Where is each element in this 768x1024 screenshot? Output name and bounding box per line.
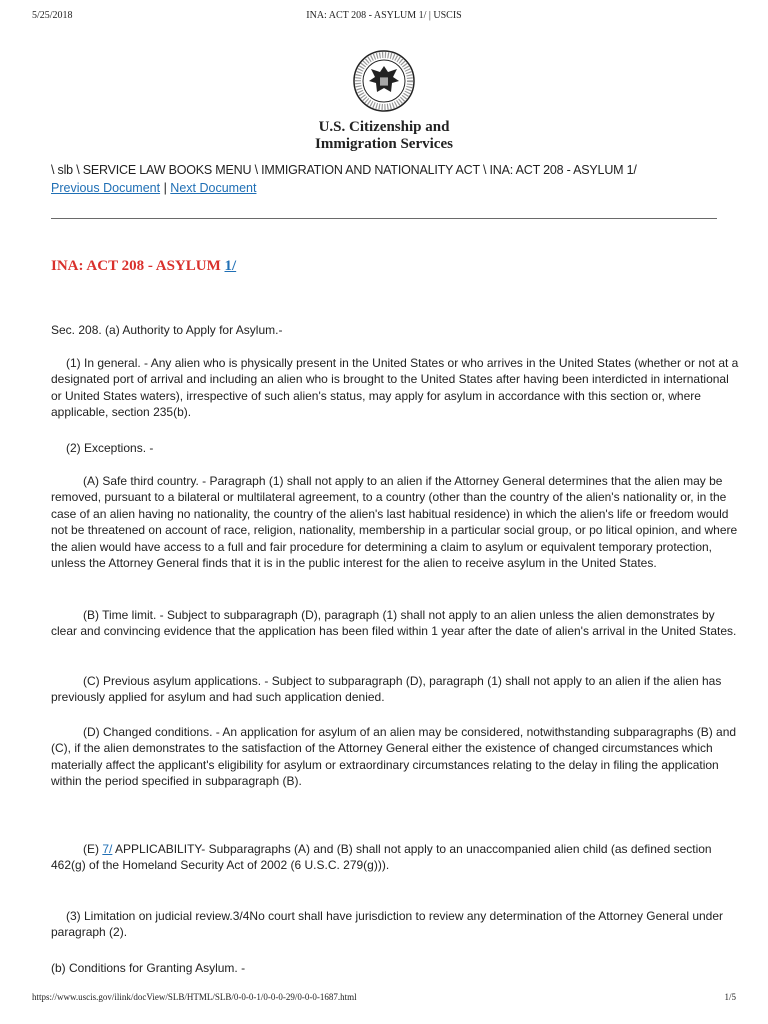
subparagraph-e-prefix: (E) — [83, 842, 99, 856]
subparagraph-e-body: APPLICABILITY- Subparagraphs (A) and (B) shall not apply to an unaccompanied alien child (as defined section 462(g) of the Homeland Security Act of 2002 (6 U.S.C. 279(g))). — [51, 842, 712, 873]
subparagraph-b — [51, 607, 741, 640]
horizontal-divider — [51, 218, 717, 219]
subparagraph-c-text: (C) Previous asylum applications. - Subject to subparagraph (D), paragraph (1) shall not apply to an alien if the alien has previously applied for asylum and had such application denied. — [51, 674, 722, 705]
subparagraph-a-text: (A) Safe third country. - Paragraph (1) shall not apply to an alien if the Attorney General determines that the alien may be removed, pursuant to a bilateral or multilateral agreement, to a country (other than the country of the alien's nationality or, in the case of an alien having no nationality, the country of the alien's last habitual residence) in which the alien's life or freedom would not be threatened on account of race, religion, nationality, membership in a particular social group, or po litical opinion, and where the alien would have access to a full and fair procedure for determining a claim to asylum or equivalent temporary protection, unless the Attorney General finds that it is in the public interest for the alien to receive asylum in the United States. — [51, 474, 738, 571]
print-date: 5/25/2018 — [32, 10, 73, 21]
footnote-1-link[interactable]: 1/ — [224, 258, 237, 274]
dhs-seal-icon — [353, 50, 415, 112]
paragraph-2 — [51, 440, 741, 456]
footnote-7-link[interactable]: 7/ — [102, 842, 113, 856]
subparagraph-c — [51, 673, 741, 706]
section-208-heading: Sec. 208. (a) Authority to Apply for Asylum.- — [51, 323, 283, 337]
paragraph-1 — [51, 355, 741, 421]
subparagraph-e — [51, 841, 741, 874]
subparagraph-b-text: (B) Time limit. - Subject to subparagraph (D), paragraph (1) shall not apply to an alien unless the alien demonstrates by clear and convincing evidence that the application has been filed within 1 year after the date of alien's arrival in the United States. — [51, 608, 737, 639]
paragraph-3 — [51, 908, 741, 941]
doc-nav-separator: | — [163, 181, 167, 195]
paragraph-3-text: (3) Limitation on judicial review.3/4No court shall have jurisdiction to review any determination of the Attorney General under paragraph (2). — [51, 909, 724, 940]
agency-name-line1: U.S. Citizenship and — [318, 119, 450, 135]
next-document-link[interactable]: Next Document — [170, 181, 257, 195]
agency-logo-block — [0, 50, 768, 153]
agency-name — [0, 119, 768, 153]
agency-name-line2: Immigration Services — [315, 136, 453, 152]
page-number: 1/5 — [724, 992, 736, 1002]
subparagraph-a — [51, 473, 741, 571]
paragraph-2-text: (2) Exceptions. - — [66, 441, 154, 455]
subparagraph-d-text: (D) Changed conditions. - An application for asylum of an alien may be considered, notwithstanding subparagraphs (B) and (C), if the alien demonstrates to the satisfaction of the Attorney General either the existence of changed circumstances which materially affect the applicant's eligibility for asylum or extraordinary circumstances relating to the delay in filing the application within the period specified in subparagraph (B). — [51, 725, 737, 789]
previous-document-link[interactable]: Previous Document — [51, 181, 161, 195]
print-page-title: INA: ACT 208 - ASYLUM 1/ | USCIS — [306, 10, 462, 21]
subsection-b — [51, 960, 741, 976]
section-heading — [51, 322, 741, 338]
page-title — [51, 258, 236, 275]
page-title-text: INA: ACT 208 - ASYLUM — [51, 258, 221, 274]
subsection-b-heading: (b) Conditions for Granting Asylum. - — [51, 961, 246, 975]
document-navigation — [51, 181, 256, 195]
paragraph-1-text: (1) In general. - Any alien who is physically present in the United States or who arrives in the United States (whether or not at a designated port of arrival and including an alien who is brought to the United States after having been interdicted in international or United States waters), irrespective of such alien's status, may apply for asylum in accordance with this section or, where applicable, section 235(b). — [51, 356, 739, 420]
subparagraph-e-text — [51, 841, 741, 874]
breadcrumb: \ slb \ SERVICE LAW BOOKS MENU \ IMMIGRATION AND NATIONALITY ACT \ INA: ACT 208 - ASYLUM 1/ — [51, 163, 637, 177]
print-url: https://www.uscis.gov/ilink/docView/SLB/HTML/SLB/0-0-0-1/0-0-0-29/0-0-0-1687.html — [32, 992, 357, 1002]
subparagraph-d — [51, 724, 741, 790]
